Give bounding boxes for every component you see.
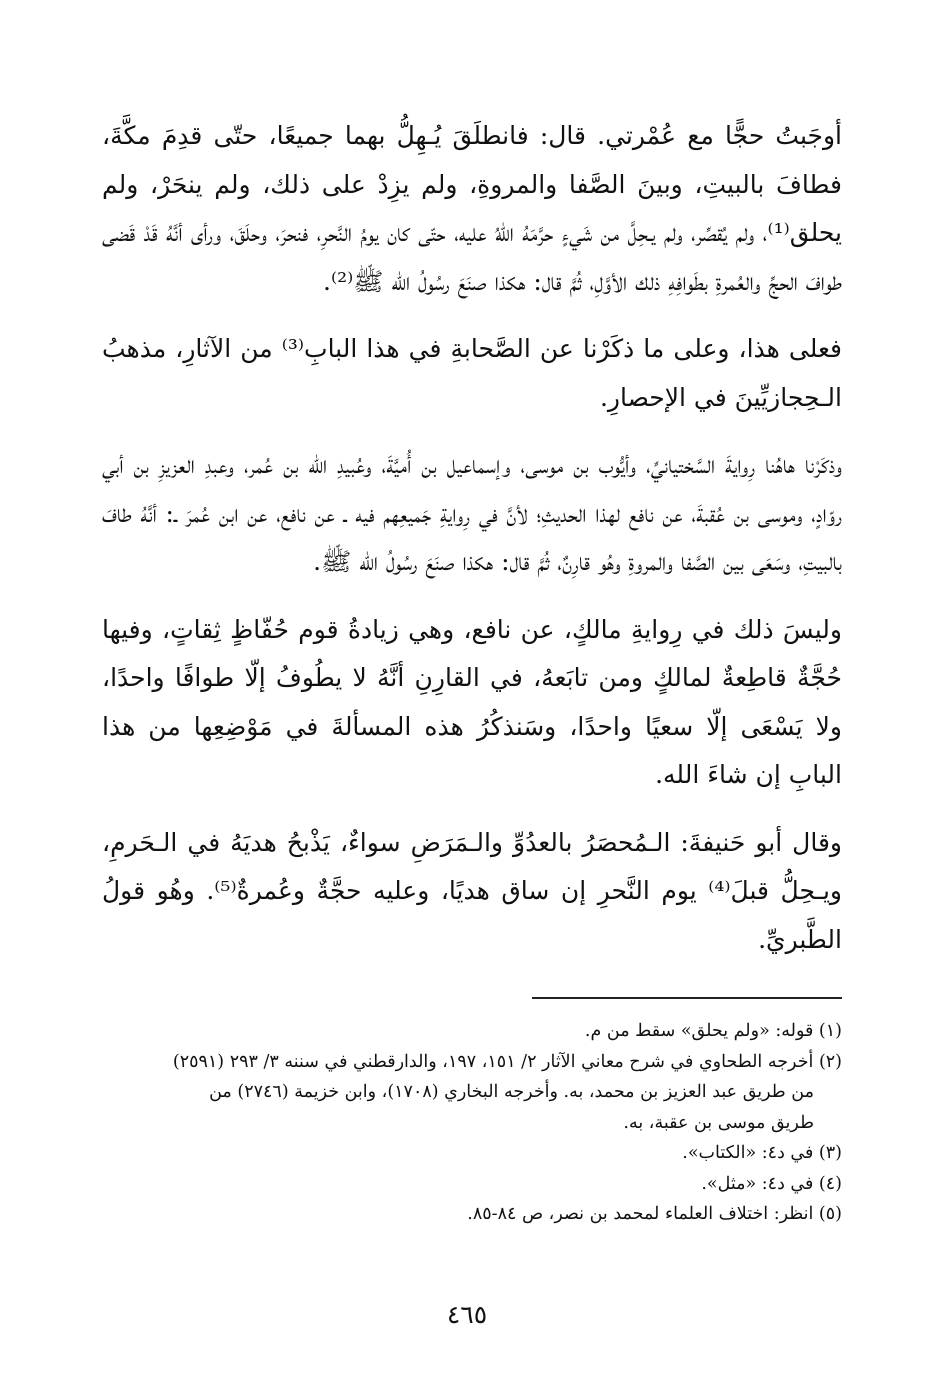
paragraph-3: وذكَرْنا هاهُنا رِوايةَ السَّختيانيِّ، وأيُّوب بن موسى، وإسماعيل بن أُميَّةَ، وعُبيدِ الله بن عُمر، وعبدِ العزيزِ بن أبي روّادٍ، وموسى بن عُقبةَ، عن نافع لهذا الحديثِ؛ لأنَّ في رِوايةِ جَميعِهم فيه ـ عن نافع، عن ابن عُمرَ ـ: أنَّهُ طافَ بالبيتِ، وسَعَى بين الصَّفا والمروةِ وهُو قارِنٌ، ثُمَّ قال: هكذا صنَعَ رسُولُ الله ﷺ. (102, 450, 842, 576)
footnote-2-continuation: من طريق عبد العزيز بن محمد، به. وأخرجه البخاري (١٧٠٨)، وابن خزيمة (٢٧٤٦) من (209, 1082, 814, 1102)
paragraph-5: وقال أبو حَنيفةَ: الـمُحصَرُ بالعدُوِّ والـمَرَضِ سواءٌ، يَذْبحُ هديَهُ في الـحَرمِ، ويـحِلُّ قبلَ⁽⁴⁾ يوم النَّحرِ إن ساق هديًا، وعليه حجَّةٌ وعُمرةٌ⁽⁵⁾. وهُو قولُ الطَّبريِّ. (102, 827, 842, 954)
footnote-separator (532, 997, 842, 999)
footnote-5: (٥) انظر: اختلاف العلماء لمحمد بن نصر، ص ٨٤-٨٥. (467, 1204, 842, 1224)
paragraph-4: وليسَ ذلك في رِوايةِ مالكٍ، عن نافع، وهي زيادةُ قوم حُفّاظٍ ثِقاتٍ، وفيها حُجَّةٌ قاطِعةٌ لمالكٍ ومن تابَعهُ، في القارِنِ أنَّهُ لا يطُوفُ إلّا طوافًا واحدًا، ولا يَسْعَى إلّا سعيًا واحدًا، وسَنذكُرُ هذه المسألةَ في مَوْضِعِها من هذا البابِ إن شاءَ الله. (102, 614, 842, 789)
footnotes (102, 1016, 842, 1230)
page-number: ٤٦٥ (446, 1300, 488, 1329)
footnote-2-continuation-end: طريق موسى بن عقبة، به. (623, 1112, 814, 1133)
main-text (102, 112, 842, 964)
footnote-1: (١) قوله: «ولم يحلق» سقط من م. (584, 1021, 842, 1041)
paragraph-1: أوجَبتُ حجًّا مع عُمْرتي. قال: فانطلَقَ يُـهِلُّ بهما جميعًا، حتّى قدِمَ مكَّةَ، فطافَ بالبيتِ، وبينَ الصَّفا والمروةِ، ولم يزِدْ على ذلك، ولم ينحَرْ، ولم يحلق⁽¹⁾، ولم يُقصِّر، ولم يـحِلَّ من شَيءٍ حرَّمَهُ اللهُ عليه، حتّى كان يومُ النَّحرِ، فنحرَ، وحلَقَ، ورأى أنَّهُ قَدْ قَضى طوافَ الحجِّ والعُمرةِ بطَوافِهِ ذلك الأوَّلِ، ثُمَّ قال: هكذا صنَعَ رسُولُ الله ﷺ⁽²⁾. (102, 121, 843, 296)
footnote-3: (٣) في د٤: «الكتاب». (682, 1143, 842, 1163)
paragraph-2: فعلى هذا، وعلى ما ذكَرْنا عن الصَّحابةِ في هذا البابِ⁽³⁾ من الآثارِ، مذهبُ الـحِجازيِّينَ في الإحصارِ. (102, 334, 842, 412)
footnote-4: (٤) في د٤: «مثل». (701, 1173, 842, 1194)
footnote-2: (٢) أخرجه الطحاوي في شرح معاني الآثار ٢/ ١٥١، ١٩٧، والدارقطني في سننه ٣/ ٢٩٣ (٢٥٩١) (172, 1051, 842, 1072)
